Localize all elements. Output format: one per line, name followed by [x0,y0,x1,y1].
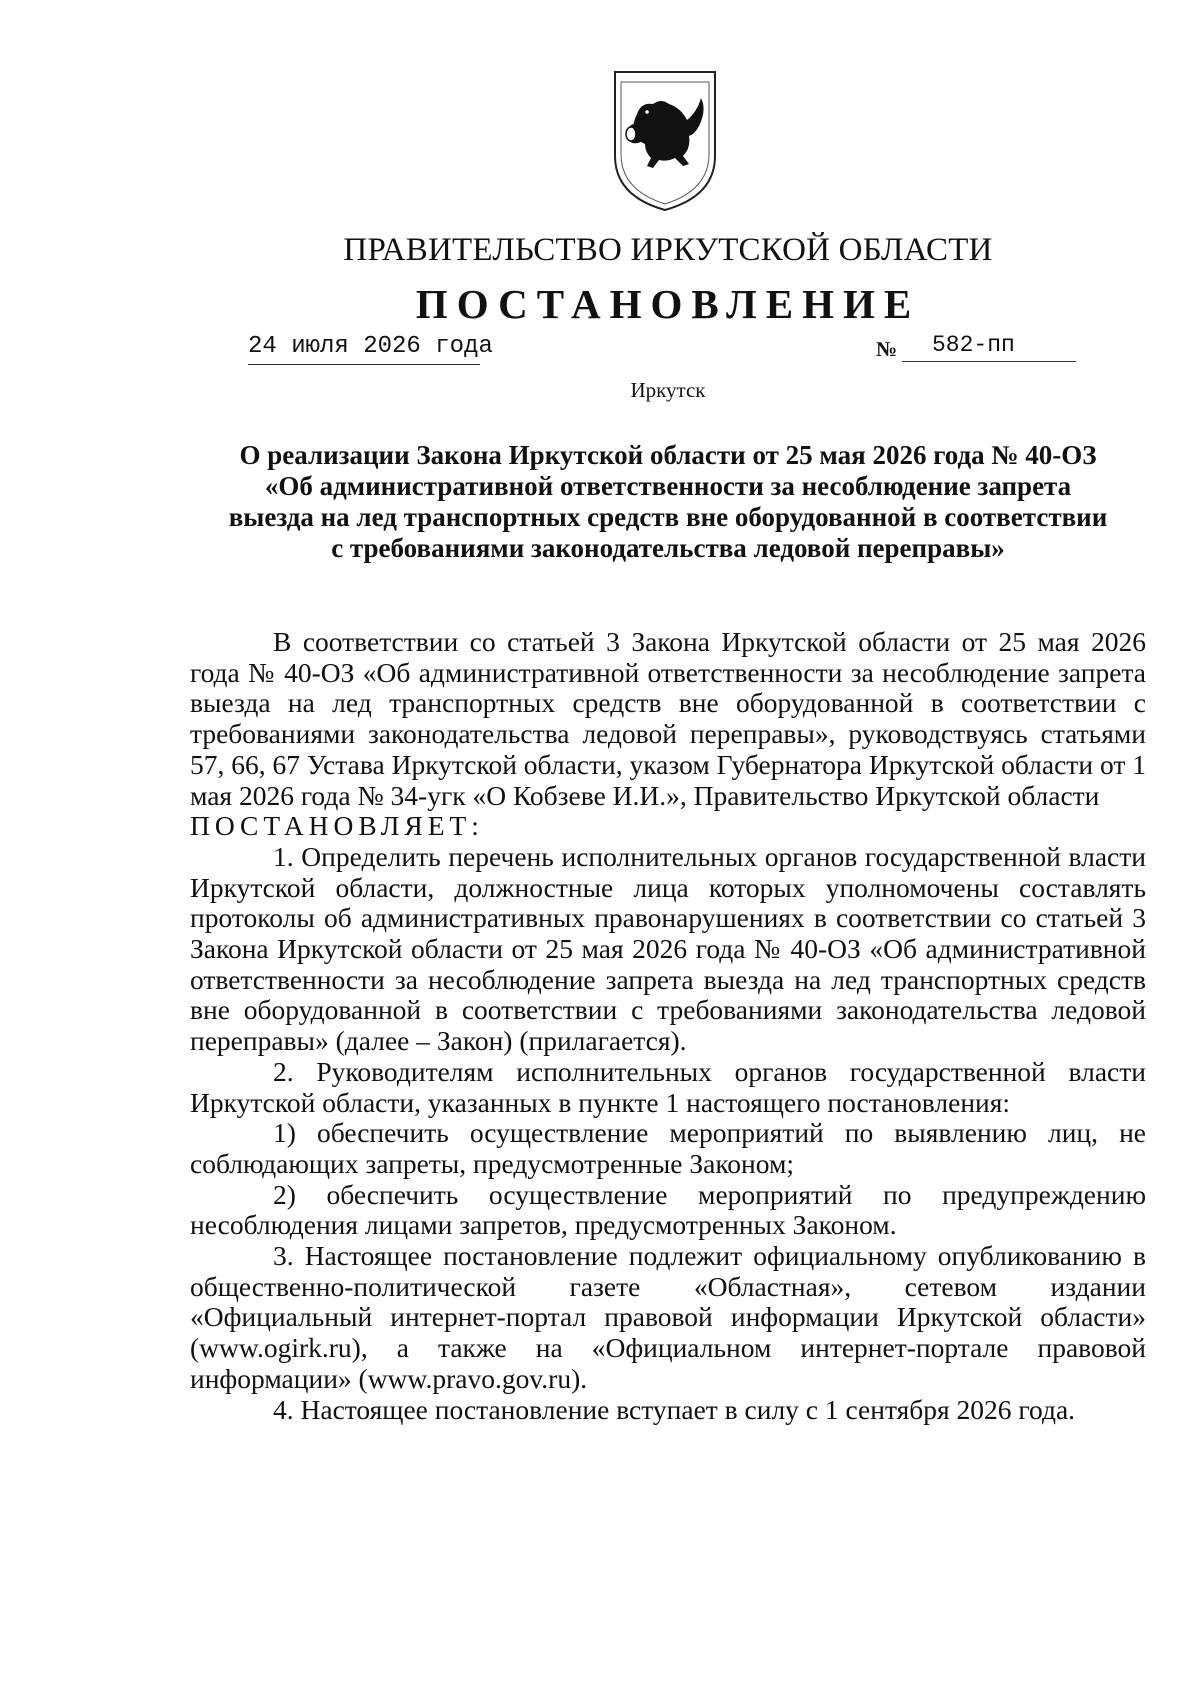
item-paragraph: 4. Настоящее постановление вступает в силу с 1 сентября 2026 года. [273,1393,1076,1425]
item-paragraph: 2) обеспечить осуществление мероприятий по предупреждению несоблюдения лицами запретов, предусмотренных Законом. [190,1178,1146,1241]
document-number: 582-пп [902,328,1076,362]
document-body [190,627,1146,1425]
document-type: ПОСТАНОВЛЕНИЕ [415,281,921,327]
subject-line: О реализации Закона Иркутской области от 25 мая 2026 года № 40-ОЗ [239,440,1097,470]
preamble-paragraph: В соответствии со статьей 3 Закона Иркутской области от 25 мая 2026 года № 40-ОЗ «Об административной ответственности за несоблюдение запрета выезда на лед транспортных средств вне оборудованной в соответствии с требованиями законодательства ледовой переправы», руководствуясь статьями 57, 66, 67 Устава Иркутской области, указом Губернатора Иркутской области от 1 мая 2026 года № 34-угк «О Кобзеве И.И.», Правительство Иркутской области [190,626,1146,811]
item-paragraph: 2. Руководителям исполнительных органов государственной власти Иркутской области, указанных в пункте 1 настоящего постановления: [190,1055,1146,1118]
city-name: Иркутск [630,378,706,402]
resolves-heading: ПОСТАНОВЛЯЕТ: [190,810,484,842]
subject-line: выезда на лед транспортных средств вне оборудованной в соответствии [228,502,1108,532]
document-subject [190,440,1146,564]
government-name: ПРАВИТЕЛЬСТВО ИРКУТСКОЙ ОБЛАСТИ [343,232,993,268]
irkutsk-coat-of-arms-icon [611,68,719,214]
subject-line: с требованиями законодательства ледовой переправы» [331,533,1005,563]
item-paragraph: 3. Настоящее постановление подлежит официальному опубликованию в общественно-политической газете «Областная», сетевом издании «Официальный интернет-портал правовой информации Иркутской области» (www.ogirk.ru), а также на «Официальном интернет-портале правовой информации» (www.pravo.gov.ru). [190,1240,1146,1394]
item-paragraph: 1) обеспечить осуществление мероприятий по выявлению лиц, не соблюдающих запреты, предусмотренные Законом; [190,1117,1146,1179]
number-sign: № [876,337,898,361]
subject-line: «Об административной ответственности за несоблюдение запрета [264,471,1072,501]
document-date: 24 июля 2026 года [248,330,480,365]
item-paragraph: 1. Определить перечень исполнительных органов государственной власти Иркутской области, должностные лица которых уполномочены составлять протоколы об административных правонарушениях в соответствии со статьей 3 Закона Иркутской области от 25 мая 2026 года № 40-ОЗ «Об административной ответственности за несоблюдение запрета выезда на лед транспортных средств вне оборудованной в соответствии с требованиями законодательства ледовой переправы» (далее – Закон) (прилагается). [190,840,1146,1057]
